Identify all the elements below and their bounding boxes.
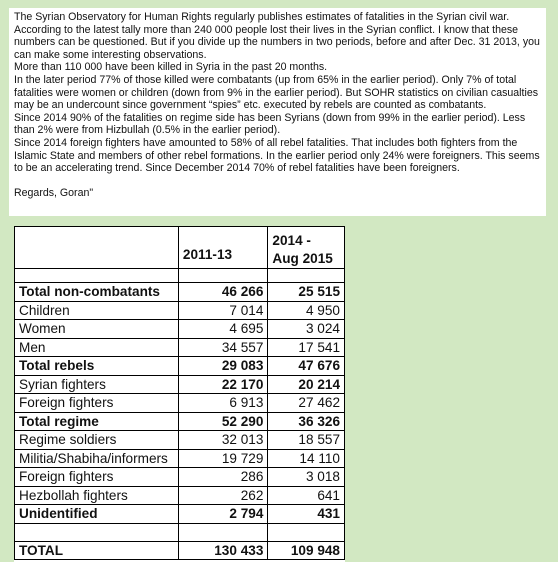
row-value-2011-13: 4 695 (178, 320, 267, 339)
row-value-2014-2015: 109 948 (268, 541, 345, 560)
row-value-2014-2015: 4 950 (268, 301, 345, 320)
fatalities-table (14, 226, 345, 560)
table-body (15, 283, 345, 524)
row-value-2011-13: 2 794 (178, 505, 267, 524)
row-label: Total rebels (15, 357, 179, 376)
table-row (15, 338, 345, 357)
signoff: Regards, Goran" (14, 186, 94, 199)
row-label: Militia/Shabiha/informers (15, 449, 179, 468)
row-value-2014-2015: 14 110 (268, 449, 345, 468)
table-row (15, 431, 345, 450)
row-value-2014-2015: 47 676 (268, 357, 345, 376)
table-row (15, 486, 345, 505)
header-2011-13: 2011-13 (178, 227, 267, 269)
row-label: Women (15, 320, 179, 339)
table-row (15, 301, 345, 320)
row-value-2014-2015: 27 462 (268, 394, 345, 413)
fatalities-table-container (14, 226, 345, 562)
table-row (15, 320, 345, 339)
paragraph-intro: The Syrian Observatory for Human Rights regularly publishes estimates of fatalities in the Syrian civil war. According to the latest tally more than 240 000 people lost their lives in the Syrian conflict. I know that these numbers can be questioned. But if you divide up the numbers in two periods, before and after Dec. 31 2013, you can make some interesting observations. (14, 11, 540, 61)
table-row (15, 283, 345, 302)
table-row (15, 449, 345, 468)
row-label: Total regime (15, 412, 179, 431)
row-label: Children (15, 301, 179, 320)
paragraph-regime: Since 2014 90% of the fatalities on regime side has been Syrians (down from 99% in the earlier period). Less than 2% were from Hizbullah (0.5% in the earlier period). (14, 111, 526, 137)
row-value-2011-13: 6 913 (178, 394, 267, 413)
row-value-2014-2015: 641 (268, 486, 345, 505)
row-value-2011-13: 29 083 (178, 357, 267, 376)
row-value-2011-13: 262 (178, 486, 267, 505)
row-value-2014-2015: 36 326 (268, 412, 345, 431)
table-row (15, 505, 345, 524)
row-value-2014-2015: 25 515 (268, 283, 345, 302)
row-value-2011-13: 7 014 (178, 301, 267, 320)
row-label: Unidentified (15, 505, 179, 524)
table-row (15, 357, 345, 376)
table-row (15, 468, 345, 487)
row-label: Foreign fighters (15, 468, 179, 487)
row-value-2011-13: 34 557 (178, 338, 267, 357)
row-label: Total non-combatants (15, 283, 179, 302)
row-label: Syrian fighters (15, 375, 179, 394)
row-value-2011-13: 22 170 (178, 375, 267, 394)
row-value-2011-13: 130 433 (178, 541, 267, 560)
row-value-2014-2015: 431 (268, 505, 345, 524)
table-row-total (15, 541, 345, 560)
row-value-2011-13: 286 (178, 468, 267, 487)
row-value-2011-13: 19 729 (178, 449, 267, 468)
row-value-2014-2015: 17 541 (268, 338, 345, 357)
row-label: Regime soldiers (15, 431, 179, 450)
row-value-2014-2015: 20 214 (268, 375, 345, 394)
table-header-row (15, 227, 345, 269)
row-label: TOTAL (15, 541, 179, 560)
spacer-row (15, 269, 345, 283)
header-2014-line2: Aug 2015 (272, 251, 333, 266)
row-value-2014-2015: 3 024 (268, 320, 345, 339)
row-label: Hezbollah fighters (15, 486, 179, 505)
paragraph-combatants: In the later period 77% of those killed were combatants (up from 65% in the earlier period). Only 7% of total fatalities were women or children (down from 9% in the earlier period). But SOHR statistics on civilian casualties may be an undercount since government “spies” etc. executed by rebels are counted as combatants. (14, 73, 539, 112)
paragraph-killed: More than 110 000 have been killed in Syria in the past 20 months. (14, 61, 328, 74)
table-row (15, 412, 345, 431)
header-2014-line1: 2014 - (272, 233, 311, 248)
spacer-row (15, 523, 345, 541)
article-excerpt (9, 8, 546, 216)
table-row (15, 375, 345, 394)
row-label: Foreign fighters (15, 394, 179, 413)
paragraph-foreign: Since 2014 foreign fighters have amounted to 58% of all rebel fatalities. That includes both fighters from the Islamic State and members of other rebel formations. In the earlier period only 24% were foreigners. This seems to be an accelerating trend. Since December 2014 70% of rebel fatalities have been foreigners. (14, 136, 540, 175)
row-value-2011-13: 52 290 (178, 412, 267, 431)
row-value-2014-2015: 3 018 (268, 468, 345, 487)
row-label: Men (15, 338, 179, 357)
row-value-2011-13: 46 266 (178, 283, 267, 302)
row-value-2014-2015: 18 557 (268, 431, 345, 450)
row-value-2011-13: 32 013 (178, 431, 267, 450)
header-2014-aug-2015 (268, 227, 345, 269)
header-empty (15, 227, 179, 269)
table-row (15, 394, 345, 413)
